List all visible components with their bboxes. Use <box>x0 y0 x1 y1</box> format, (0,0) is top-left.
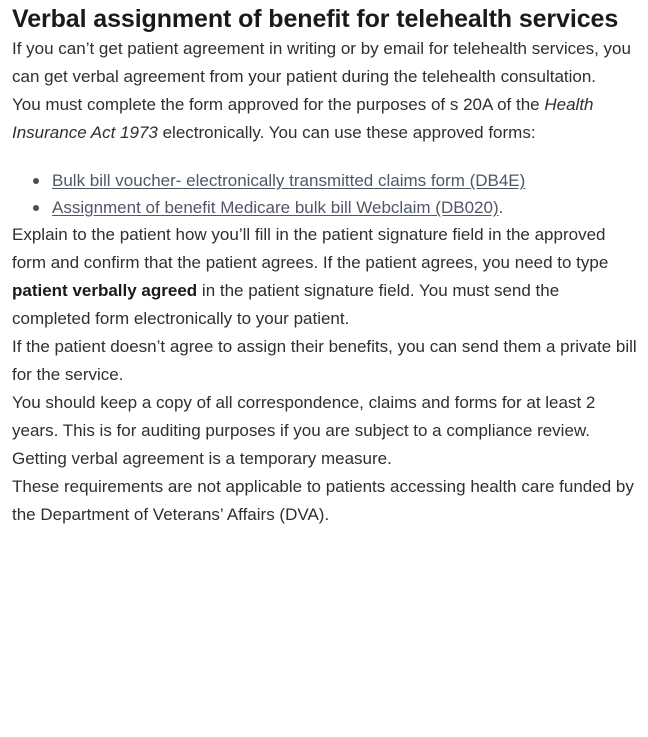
emphasized-phrase: patient verbally agreed <box>12 281 198 300</box>
explain-text-after: in the patient signature field. You must send the completed form electronically to your patient. <box>12 281 560 328</box>
disagree-paragraph: If the patient doesn’t agree to assign their benefits, you can send them a private bill for the service. <box>12 337 637 384</box>
intro-paragraph: If you can’t get patient agreement in writing or by email for telehealth services, you can get verbal agreement from your patient during the telehealth consultation. <box>12 39 631 86</box>
requirement-text-after: electronically. You can use these approved forms: <box>157 123 536 142</box>
dva-paragraph: These requirements are not applicable to patients accessing health care funded by the Department of Veterans’ Affairs (DVA). <box>12 477 634 524</box>
temporary-paragraph: Getting verbal agreement is a temporary measure. <box>12 449 392 468</box>
form-link-db4e[interactable]: Bulk bill voucher- electronically transmitted claims form (DB4E) <box>52 171 526 190</box>
bullet-icon <box>33 205 39 211</box>
page-title: Verbal assignment of benefit for telehealth services <box>12 5 619 33</box>
list-item <box>52 194 638 221</box>
link-suffix: . <box>498 198 504 217</box>
explain-text-before: Explain to the patient how you’ll fill in the patient signature field in the approved form and confirm that the patient agrees. If the patient agrees, you need to type <box>12 225 609 272</box>
approved-forms-list <box>12 167 638 221</box>
requirement-text-before: You must complete the form approved for the purposes of s 20A of the <box>12 95 545 114</box>
act-name: Health Insurance Act 1973 <box>12 95 594 142</box>
explain-paragraph <box>12 221 638 333</box>
bullet-icon <box>33 178 39 184</box>
requirement-paragraph <box>12 91 638 147</box>
form-link-db020[interactable]: Assignment of benefit Medicare bulk bill Webclaim (DB020) <box>52 198 499 217</box>
records-paragraph: You should keep a copy of all correspondence, claims and forms for at least 2 years. This is for auditing purposes if you are subject to a compliance review. <box>12 393 596 440</box>
list-item <box>52 167 638 194</box>
